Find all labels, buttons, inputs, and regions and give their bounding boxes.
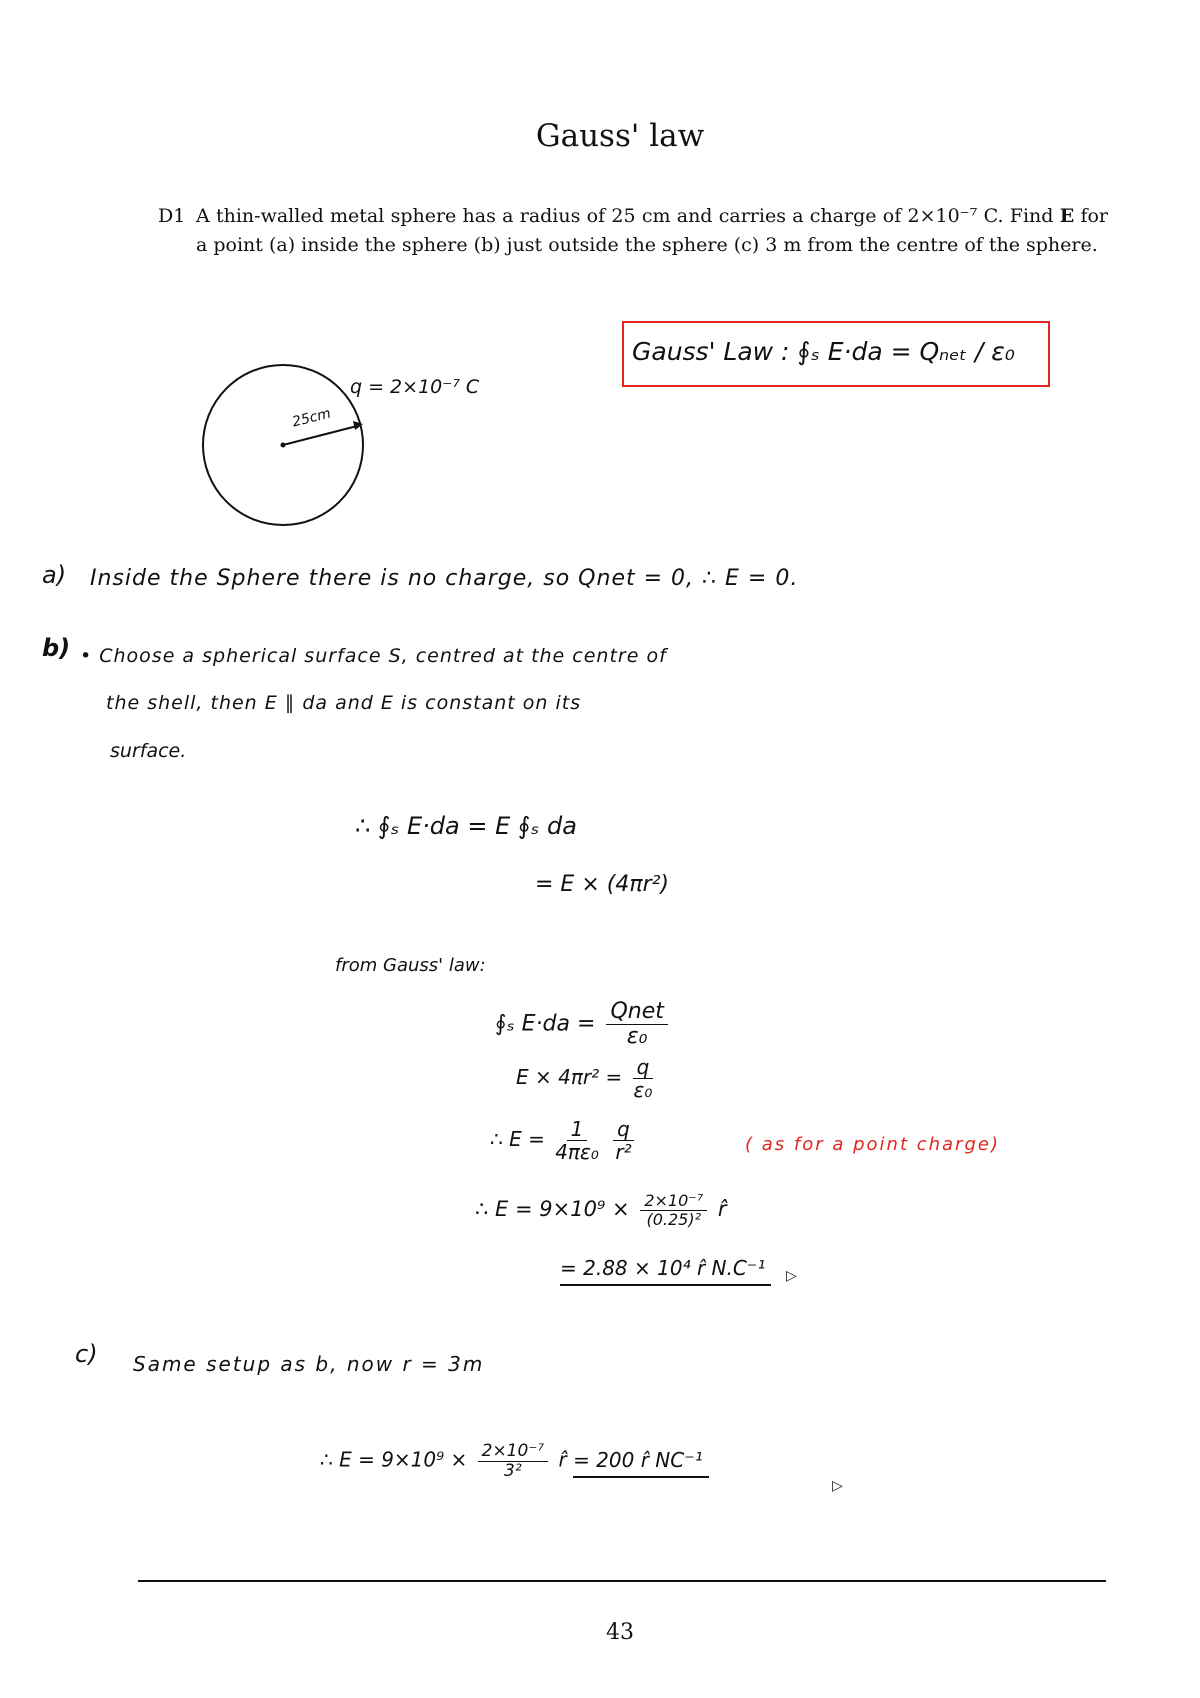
part-a-text: Inside the Sphere there is no charge, so Qnet = 0, ∴ E = 0. (90, 566, 799, 591)
point-charge-note: ( as for a point charge) (745, 1134, 1000, 1155)
gauss-law-statement: Gauss' Law : ∮ₛ E·da = Qₙₑₜ / ε₀ (632, 337, 1015, 366)
eq-field-result-c: = 200 r̂ NC⁻¹ (573, 1448, 709, 1478)
arrow-icon: ▷ (832, 1478, 843, 1494)
part-b-label: b) (42, 634, 71, 662)
problem-text: A thin-walled metal sphere has a radius of 25 cm and carries a charge of 2×10⁻⁷ C. Find E for a point (a) inside the sphere (b) just outside the sphere (c) 3 m from the centre of the sphere. (196, 205, 1108, 256)
footer-rule (138, 1580, 1106, 1582)
page-title: Gauss' law (535, 118, 705, 154)
problem-number: D1 (158, 205, 186, 227)
eq-gauss-law: ∮ₛ E·da = $\frac{\text{Qnet}}{\text{ε₀}}$ (495, 1000, 672, 1049)
eq-point-charge-field: ∴ E = $\frac{1}{\text{4πε₀}}$ $\frac{q}{\text{r²}}$ (490, 1118, 638, 1163)
part-b-line1: • Choose a spherical surface S, centred at the centre of (80, 645, 667, 667)
problem-statement (158, 202, 1108, 260)
page-number: 43 (606, 1620, 634, 1645)
part-b-line3: surface. (110, 740, 187, 762)
arrow-icon: ▷ (786, 1268, 797, 1284)
part-c-label: c) (75, 1340, 98, 1368)
part-c-text: Same setup as b, now r = 3m (133, 1352, 485, 1376)
gauss-law-box (622, 321, 1050, 387)
eq-field-substitution: ∴ E = 9×10⁹ × $\frac{\text{2×10⁻⁷}}{\text{(0.25)²}}$ r̂ (475, 1191, 727, 1229)
radius-label: 25cm (290, 405, 333, 431)
part-a-label: a) (42, 561, 67, 589)
field-symbol: E (1059, 205, 1075, 227)
eq-e-times-area: E × 4πr² = $\frac{q}{\text{ε₀}}$ (516, 1055, 653, 1102)
part-b-line2: the shell, then E ∥ da and E is constant on its (106, 692, 582, 714)
eq-flux-integral: ∴ ∮ₛ E·da = E ∮ₛ da (355, 812, 577, 840)
eq-field-result-b: = 2.88 × 10⁴ r̂ N.C⁻¹ (560, 1256, 771, 1286)
from-gauss-law: from Gauss' law: (335, 955, 486, 976)
charge-label: q = 2×10⁻⁷ C (350, 376, 480, 398)
eq-area-result: = E × (4πr²) (535, 872, 670, 897)
eq-field-c: ∴ E = 9×10⁹ × $\frac{\text{2×10⁻⁷}}{\text{3²}}$ r̂ = 200 r̂ NC⁻¹ (320, 1442, 709, 1480)
